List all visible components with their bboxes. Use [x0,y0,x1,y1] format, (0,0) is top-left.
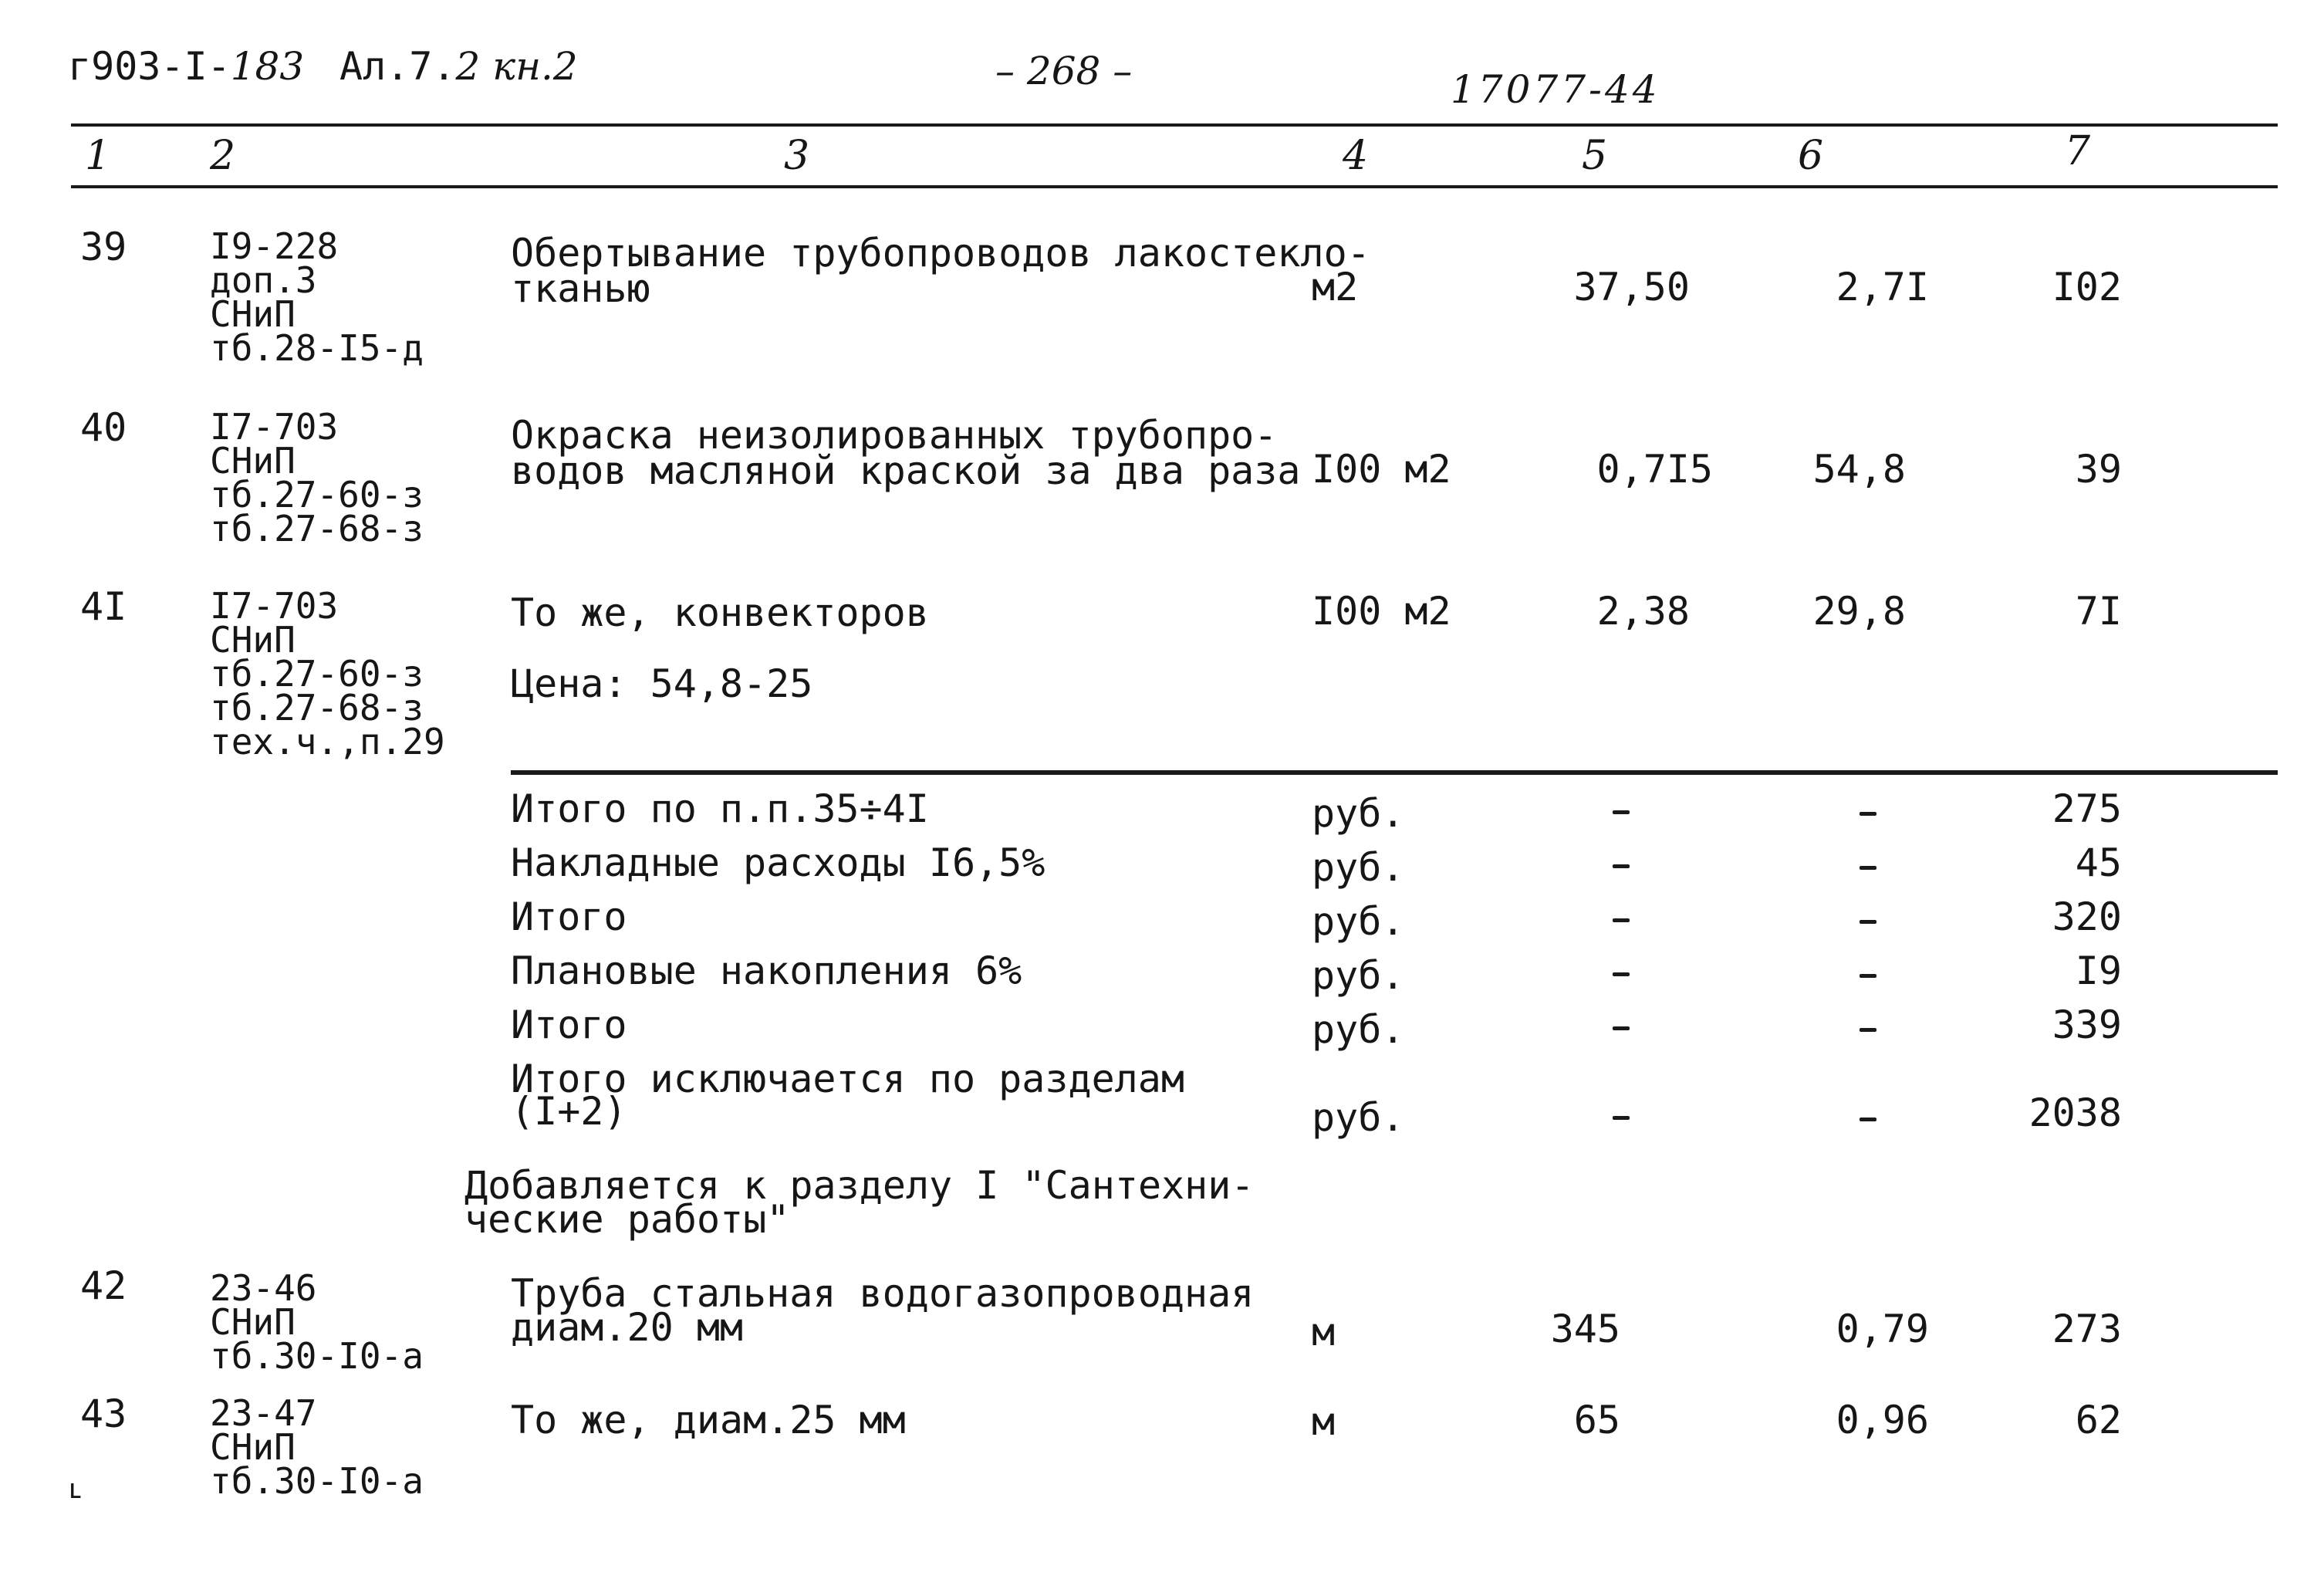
quantity: 65 [1573,1398,1620,1442]
summary-total: 45 [2075,840,2122,885]
row-number: 4I [80,584,127,629]
unit: I00 м2 [1312,589,1451,634]
empty-quantity-dash [1613,972,1630,976]
excluded-label-line: (I+2) [511,1089,627,1134]
unit: м [1312,1310,1336,1354]
row-number: 39 [80,225,127,269]
album-printed: Ал.7. [339,44,456,89]
unit-price: 29,8 [1812,589,1906,634]
summary-total: 339 [2052,1003,2122,1047]
document-code [68,44,305,89]
quantity: 0,7I5 [1596,447,1713,492]
norm-reference-line: I7-703 [210,585,339,627]
summary-unit: руб. [1312,953,1405,998]
work-description-line: Обертывание трубопроводов лакостекло- [511,231,1370,276]
summary-label: Итого [511,1003,627,1047]
work-description-line: диам.20 мм [511,1305,744,1350]
work-description-line: Окраска неизолированных трубопро- [511,413,1278,458]
summary-unit: руб. [1312,845,1405,890]
norm-reference-line: I7-703 [210,406,339,448]
norm-reference-line: СНиП [210,1301,296,1343]
column-header-5: 5 [1582,133,1608,179]
row-number: 43 [80,1391,127,1436]
added-section-heading-line: Добавляется к разделу I "Сантехни- [464,1163,1255,1208]
page-number: – 268 – [995,49,1133,93]
unit-price: 0,96 [1836,1398,1929,1442]
summary-unit: руб. [1312,1007,1405,1052]
empty-quantity-dash [1613,864,1630,868]
total-cost: I02 [2052,265,2122,309]
work-description-line: Труба стальная водогазопроводная [511,1271,1255,1316]
norm-reference-line: тб.27-60-з [210,474,424,516]
summary-label: Итого [511,894,627,939]
norm-reference-line: тб.28-I5-д [210,327,424,369]
column-header-1: 1 [85,133,111,179]
norm-reference-line: тех.ч.,п.29 [210,721,445,762]
summary-total: I9 [2075,948,2122,993]
norm-reference-line: I9-228 [210,225,339,267]
summary-label: Плановые накопления 6% [511,948,1022,993]
norm-reference-line: доп.3 [210,259,317,301]
norm-reference-line: СНиП [210,440,296,482]
norm-reference-line: СНиП [210,619,296,661]
total-cost: 62 [2075,1398,2122,1442]
column-header-2: 2 [210,133,236,179]
corner-mark: ʟ [68,1474,84,1505]
summary-rule [511,770,2278,775]
summary-unit: руб. [1312,899,1405,944]
column-header-7: 7 [2065,128,2091,174]
work-description-line: То же, конвекторов [511,590,929,635]
column-header-4: 4 [1343,133,1369,179]
column-header-6: 6 [1798,133,1824,179]
empty-price-dash [1860,866,1876,870]
norm-reference-line: тб.27-60-з [210,653,424,695]
norm-reference-line: СНиП [210,293,296,335]
empty-quantity-dash [1613,1116,1630,1120]
quantity: 2,38 [1596,589,1690,634]
unit-price: 0,79 [1836,1307,1929,1351]
quantity: 345 [1550,1307,1620,1351]
table-header-rule [71,185,2278,188]
inventory-number: 17077-44 [1451,67,1660,112]
total-cost: 7I [2075,589,2122,634]
quantity: 37,50 [1573,265,1690,309]
added-section-heading-line: ческие работы" [464,1197,790,1242]
norm-reference-line: 23-46 [210,1267,317,1309]
work-description-line: То же, диам.25 мм [511,1398,906,1442]
norm-reference-line: тб.30-I0-а [210,1460,424,1502]
empty-price-dash [1860,1028,1876,1032]
table-top-rule [71,123,2278,127]
excluded-total: 2038 [2028,1090,2122,1135]
empty-quantity-dash [1613,810,1630,814]
summary-unit: руб. [1312,791,1405,836]
empty-quantity-dash [1613,1026,1630,1030]
excluded-label-line: Итого исключается по разделам [511,1057,1184,1101]
total-cost: 273 [2052,1307,2122,1351]
column-header-3: 3 [784,133,810,179]
document-code-printed: г903-I- [68,44,231,89]
empty-price-dash [1860,812,1876,816]
norm-reference-line: 23-47 [210,1392,317,1434]
summary-total: 320 [2052,894,2122,939]
work-description-line: водов масляной краской за два раза [511,448,1301,493]
empty-quantity-dash [1613,918,1630,922]
summary-total: 275 [2052,786,2122,831]
excluded-unit: руб. [1312,1095,1405,1140]
row-number: 40 [80,405,127,450]
summary-label: Итого по п.п.35÷4I [511,786,929,831]
work-description-line: тканью [511,266,650,311]
total-cost: 39 [2075,447,2122,492]
row-number: 42 [80,1263,127,1308]
album-reference [339,44,578,89]
norm-reference-line: тб.27-68-з [210,687,424,729]
norm-reference-line: тб.27-68-з [210,508,424,549]
document-code-handwritten: 183 [230,44,305,89]
norm-reference-line: тб.30-I0-а [210,1335,424,1377]
unit: м [1312,1399,1336,1444]
album-handwritten: 2 кн.2 [455,44,578,89]
unit: I00 м2 [1312,447,1451,492]
empty-price-dash [1860,1118,1876,1121]
price-note: Цена: 54,8-25 [511,661,813,706]
empty-price-dash [1860,920,1876,924]
unit-price: 54,8 [1812,447,1906,492]
unit: м2 [1312,265,1359,309]
unit-price: 2,7I [1836,265,1929,309]
empty-price-dash [1860,974,1876,978]
norm-reference-line: СНиП [210,1426,296,1468]
summary-label: Накладные расходы I6,5% [511,840,1045,885]
